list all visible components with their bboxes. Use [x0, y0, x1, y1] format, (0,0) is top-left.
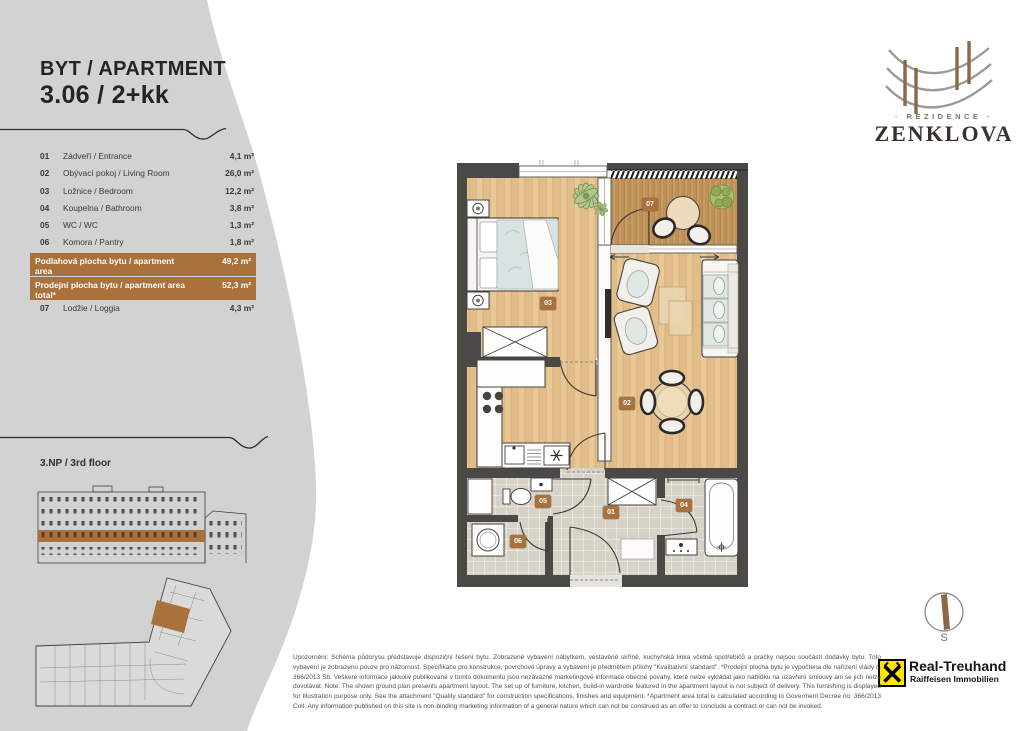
room-row: 02 Obývací pokoj / Living Room 26,0 m² [40, 168, 254, 178]
loggia-plant [710, 185, 734, 209]
coffee-table [669, 301, 692, 335]
room-row: 04 Koupelna / Bathroom 3,8 m² [40, 203, 254, 213]
room-row: 01 Zádveří / Entrance 4,1 m² [40, 151, 254, 161]
kitchen-counter [477, 360, 545, 387]
room-row: 06 Komora / Pantry 1,8 m² [40, 237, 254, 247]
compass-north-label: S [940, 632, 948, 644]
bathroom-sink [666, 539, 697, 555]
brand-name: Real-Treuhand [909, 658, 1007, 674]
tv-icon [605, 289, 611, 338]
summary-row-total-area: Prodejní plocha bytu / apartment area total* 52,3 m² [30, 277, 256, 300]
room-row: 07 Lodžie / Loggia 4,3 m² [40, 303, 254, 313]
room-row: 05 WC / WC 1,3 m² [40, 220, 254, 230]
floor-plan [457, 160, 748, 587]
summary-row-apartment-area: Podlahová plocha bytu / apartment area 49,2 m² [30, 253, 256, 276]
room-label-bedroom: 03 [540, 297, 556, 310]
doormat [621, 539, 654, 559]
room-label-wc: 05 [535, 495, 551, 508]
room-label-bathroom: 04 [676, 499, 692, 512]
real-treuhand-logo-icon [879, 660, 905, 686]
room-label-hall: 01 [603, 506, 619, 519]
logo-name: ZENKLOVA [874, 121, 1014, 146]
loggia-railing [611, 170, 737, 179]
room-label-pantry: 06 [510, 535, 526, 548]
floor-indicator: 3.NP / 3rd floor [40, 458, 111, 469]
apartment-number: 3.06 / 2+kk [40, 81, 170, 109]
pillow [480, 222, 497, 252]
apartment-title: BYT / APARTMENT [40, 58, 226, 80]
toilet [503, 489, 510, 504]
tv-partition-wall [598, 245, 611, 461]
room-row: 03 Ložnice / Bedroom 12,2 m² [40, 186, 254, 196]
legal-disclaimer: Upozornění: Schéma půdorysu představuje dispoziční řešení bytu. Zobrazené vybavení nábytkem, vestavěné skříně, kuchyňská linka včetně spotřebičů a pračky nejsou součástí dodávky bytu. Toto vybavení je zobrazeno pouze pro názornost. Specifikace pro konstrukce, povrchové úpravy a vybavení je předmětem přílohy "Kvalitativní standard". *Prodejní plocha bytu je vypočtena dle nařízení vlády č. 366/2013 Sb. Veškeré informace jakkoliv publikované v tomto dokumentu jsou nezávazné marketingové informace obecné povahy, které nelze vykládat jako nabídku na uzavření smlouvy ani se jich nelze dovolávat. Note: The shown ground plan presents apartment layout. The set up of furniture, kitchen, build-in wardrobe featured in the apartment layout is not subject of delivery. This furnishing is displayed for Illustration purpose only. See the attachment "Quality standard" for construction specifications, finishes and equipment. *Apartment area total is calculated according to Goverment Decree no. 366/2013 Coll. Any information published on this site is non-binding marketing information of a general nature which can not be construed as an offer to conclude a contract or can not be invoked. [293, 654, 881, 710]
compass-icon [925, 593, 963, 631]
zenklova-logo-graphic [886, 41, 992, 114]
brand-subline: Raiffeisen Immobilien [910, 674, 999, 684]
room-label-loggia: 07 [642, 198, 658, 211]
logo-tagline: · REZIDENCE · [895, 112, 993, 121]
room-label-living: 02 [619, 397, 635, 410]
pillow [480, 258, 497, 288]
